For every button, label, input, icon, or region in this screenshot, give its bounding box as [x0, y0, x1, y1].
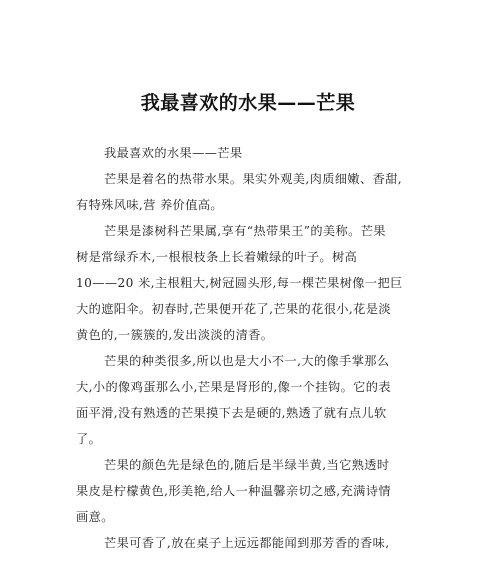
body-line: 大,小的像鸡蛋那么小,芒果是肾形的,像一个挂钩。它的表: [76, 380, 391, 394]
body-line: 芒果是漆树科芒果属,享有“热带果王”的美称。芒果: [104, 224, 386, 238]
body-line: 大的遮阳伞。初春时,芒果便开花了,芒果的花很小,花是淡: [76, 302, 391, 316]
body-line: 面平滑,没有熟透的芒果摸下去是硬的,熟透了就有点儿软: [76, 406, 387, 420]
body-line: 了。: [76, 432, 102, 446]
body-line: 芒果的颜色先是绿色的,随后是半绿半黄,当它熟透时: [104, 458, 390, 472]
document-body: [76, 140, 426, 556]
body-line: 芒果可香了,放在桌子上远远都能闻到那芳香的香味,: [104, 536, 390, 550]
body-line: 芒果的种类很多,所以也是大小不一,大的像手掌那么: [104, 354, 390, 368]
body-line: 画意。: [76, 510, 114, 524]
body-line: 果皮是柠檬黄色,形美艳,给人一种温馨亲切之感,充满诗情: [76, 484, 391, 498]
body-line: 树是常绿乔木,一根根枝条上长着嫩绿的叶子。树高: [76, 250, 358, 264]
body-line: 有特殊风味,营 养价值高。: [76, 198, 224, 212]
body-line: 我最喜欢的水果——芒果: [104, 146, 243, 160]
body-line: 黄色的,一簇簇的,发出淡淡的清香。: [76, 328, 274, 342]
body-line: 10——20 米,主根粗大,树冠圆头形,每一棵芒果树像一把巨: [76, 276, 403, 290]
document-title: 我最喜欢的水果——芒果: [140, 92, 356, 114]
body-line: 芒果是着名的热带水果。果实外观美,肉质细嫩、香甜,: [104, 172, 403, 186]
